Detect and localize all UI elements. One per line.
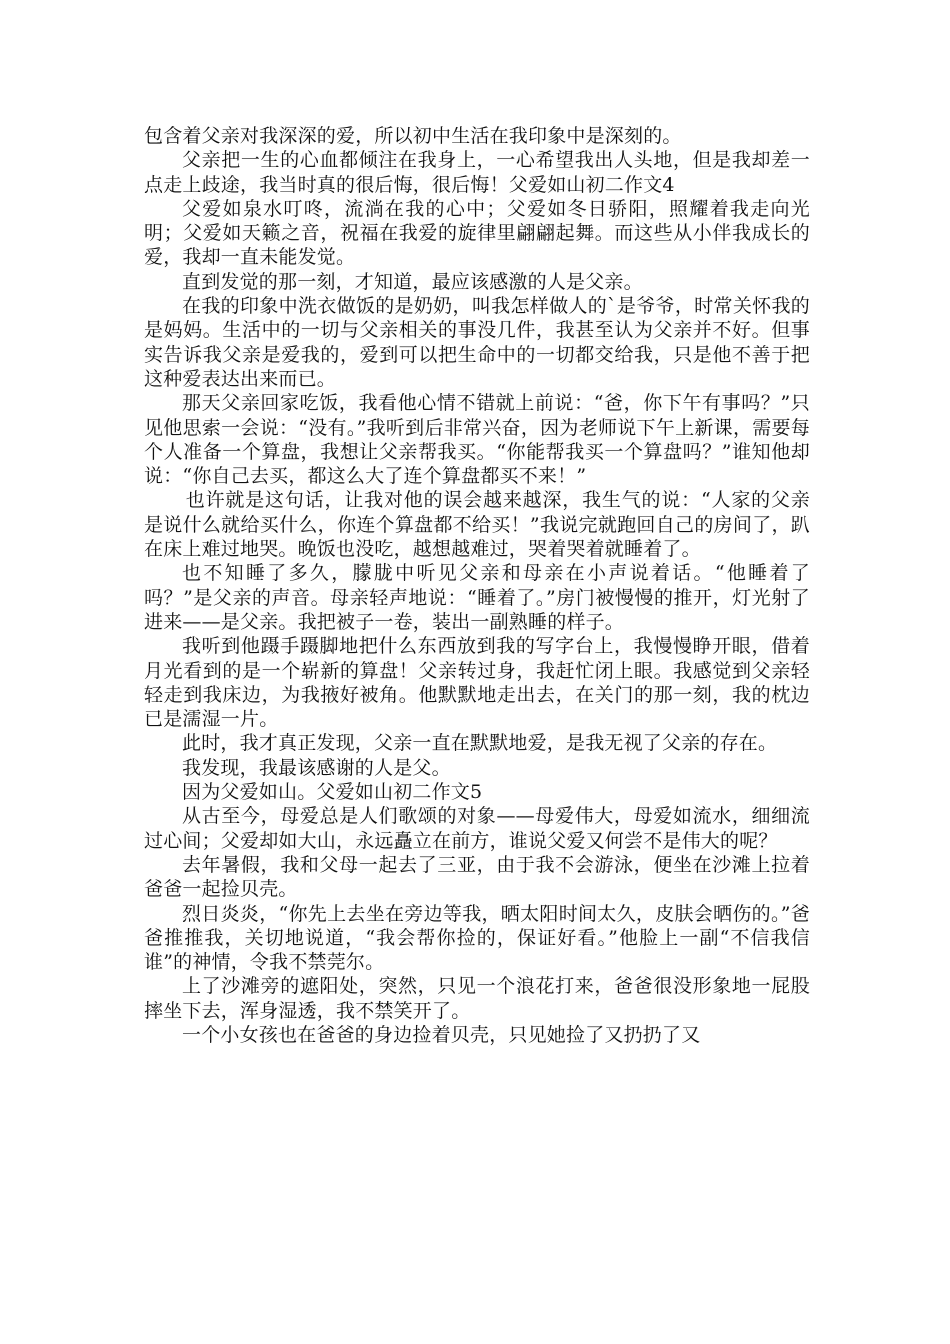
paragraph-8: 也不知睡了多久，朦胧中听见父亲和母亲在小声说着话。“他睡着了吗？”是父亲的声音。母亲轻声地说：“睡着了。”房门被慢慢的推开，灯光射了进来——是父亲。我把被子一卷，装出一副熟睡的样子。	[144, 562, 810, 633]
paragraph-2: 父亲把一生的心血都倾注在我身上，一心希望我出人头地，但是我却差一点走上歧途，我当时真的很后悔，很后悔！父爱如山初二作文4	[144, 149, 810, 196]
paragraph-5: 在我的印象中洗衣做饭的是奶奶，叫我怎样做人的`是爷爷，时常关怀我的是妈妈。生活中的一切与父亲相关的事没几件，我甚至认为父亲并不好。但事实告诉我父亲是爱我的，爱到可以把生命中的一切都交给我，只是他不善于把这种爱表达出来而已。	[144, 295, 810, 390]
paragraph-12: 因为父爱如山。父爱如山初二作文5	[182, 781, 483, 804]
paragraph-1: 包含着父亲对我深深的爱，所以初中生活在我印象中是深刻的。	[144, 125, 682, 147]
paragraph-13: 从古至今，母爱总是人们歌颂的对象——母爱伟大，母爱如流水，细细流过心间；父爱却如大山，永远矗立在前方，谁说父爱又何尝不是伟大的呢？	[144, 805, 810, 852]
paragraph-14: 去年暑假，我和父母一起去了三亚，由于我不会游泳，便坐在沙滩上拉着爸爸一起捡贝壳。	[144, 853, 810, 901]
paragraph-7: 也许就是这句话，让我对他的误会越来越深，我生气的说：“人家的父亲是说什么就给买什么，你连个算盘都不给买！”我说完就跑回自己的房间了，趴在床上难过地哭。晚饭也没吃，越想越难过，哭着哭着就睡着了。	[144, 489, 810, 561]
paragraph-6: 那天父亲回家吃饭，我看他心情不错就上前说：“爸，你下午有事吗？”只见他思索一会说：“没有。”我听到后非常兴奋，因为老师说下午上新课，需要每个人准备一个算盘，我想让父亲帮我买。“你能帮我买一个算盘吗？”谁知他却说：“你自己去买，都这么大了连个算盘都买不来！”	[144, 392, 810, 488]
paragraph-4: 直到发觉的那一刻，才知道，最应该感激的人是父亲。	[182, 270, 643, 293]
paragraph-16: 上了沙滩旁的遮阳处，突然，只见一个浪花打来，爸爸很没形象地一屁股摔坐下去，浑身湿透，我不禁笑开了。	[144, 975, 810, 1022]
paragraph-15: 烈日炎炎，“你先上去坐在旁边等我，晒太阳时间太久，皮肤会晒伤的。”爸爸推推我，关切地说道，“我会帮你捡的，保证好看。”他脸上一副“不信我信谁”的神情，令我不禁莞尔。	[144, 902, 810, 974]
paragraph-9: 我听到他蹑手蹑脚地把什么东西放到我的写字台上，我慢慢睁开眼，借着月光看到的是一个崭新的算盘！父亲转过身，我赶忙闭上眼。我感觉到父亲轻轻走到我床边，为我掖好被角。他默默地走出去，在关门的那一刻，我的枕边已是濡湿一片。	[144, 635, 810, 731]
paragraph-3: 父爱如泉水叮咚，流淌在我的心中；父爱如冬日骄阳，照耀着我走向光明；父爱如天籁之音，祝福在我爱的旋律里翩翩起舞。而这些从小伴我成长的爱，我却一直未能发觉。	[144, 197, 810, 269]
paragraph-17: 一个小女孩也在爸爸的身边捡着贝壳，只见她捡了又扔扔了又	[182, 1023, 701, 1046]
document-body	[144, 124, 810, 1047]
paragraph-10: 此时，我才真正发现，父亲一直在默默地爱，是我无视了父亲的存在。	[182, 732, 778, 755]
paragraph-11: 我发现，我最该感谢的人是父。	[182, 756, 451, 779]
